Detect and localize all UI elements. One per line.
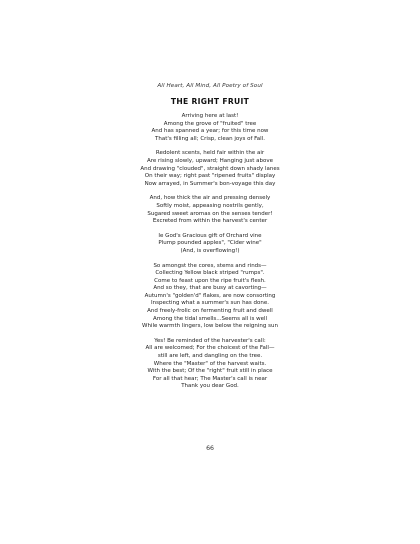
poem-line: And freely-frolic on fermenting fruit and dwell (147, 308, 273, 315)
stanza (0, 338, 420, 391)
poem-line: Ie God's Gracious gift of Orchard vine (158, 232, 262, 239)
poem-line: Softly moist, appeasing nostrils gently, (156, 202, 264, 209)
poem-line: still are left, and dangling on the tree. (157, 353, 263, 360)
poem-line: Among the tidal smells...Seems all is well (152, 315, 268, 322)
poem-line: And has spanned a year; for this time now (151, 128, 269, 135)
poem-line: While warmth lingers, low below the reigning sun (142, 323, 278, 330)
poem-line: Sugared sweet aromas on the senses tender! (147, 210, 273, 217)
poem-title: THE RIGHT FRUIT (170, 97, 250, 106)
poem-line: So amongst the cores, stems and rinds— (153, 262, 267, 269)
stanza (0, 195, 420, 225)
poem-line: Now arrayed, in Summer's bon-voyage this day (144, 180, 276, 187)
poem-line: Yes! Be reminded of the harvester's call: (154, 337, 266, 344)
poem-line: Are rising slowly, upward; Hanging just above (147, 157, 273, 164)
poem-line: Where the "Master" of the harvest waits. (153, 360, 267, 367)
poem-line: And, how thick the air and pressing densely (149, 195, 271, 202)
poem-line: And drawing "clouded", straight down shady lanes (140, 165, 280, 172)
poem-line: Come to feast upon the ripe fruit's flesh. (154, 277, 266, 284)
poem-line: Collecting Yellow black striped "rumps". (155, 270, 265, 277)
poem-line: With the best; Of the "right" fruit still in place (147, 368, 273, 375)
poem-line: That's filling all; Crisp, clean joys of Fall. (155, 135, 265, 142)
stanza (0, 113, 420, 143)
stanza (0, 263, 420, 331)
poem-line: Plump pounded apples", "Cider wine" (158, 240, 262, 247)
stanza (0, 233, 420, 256)
poem-line: (And, is overflowing!) (180, 247, 240, 254)
poem-line: Autumn's "golden'd" flakes, are now consorting (144, 292, 276, 299)
poem-line: Inspecting what a summer's sun has done. (150, 300, 270, 307)
poem-line: Excreted from within the harvest's center (152, 218, 268, 225)
running-head: All Heart, All Mind, All Poetry of Soul (157, 83, 263, 89)
poem-line: For all that hear; The Master's call is near (152, 375, 268, 382)
poem-line: Among the grove of "fruited" tree (163, 120, 257, 127)
poem-line: Thank you dear God. (181, 383, 239, 390)
poem-body (0, 113, 420, 391)
poem-line: And so they, that are busy at cavorting— (153, 285, 267, 292)
poem-line: All are welcomed; For the choicest of the Fall— (145, 345, 275, 352)
page-number: 66 (206, 445, 214, 452)
stanza (0, 150, 420, 188)
poem-line: On their way; right past "ripened fruits" display (144, 173, 276, 180)
poem-line: Redolent scents, held fair within the air (155, 150, 265, 157)
poem-line: Arriving here at last! (181, 113, 239, 119)
